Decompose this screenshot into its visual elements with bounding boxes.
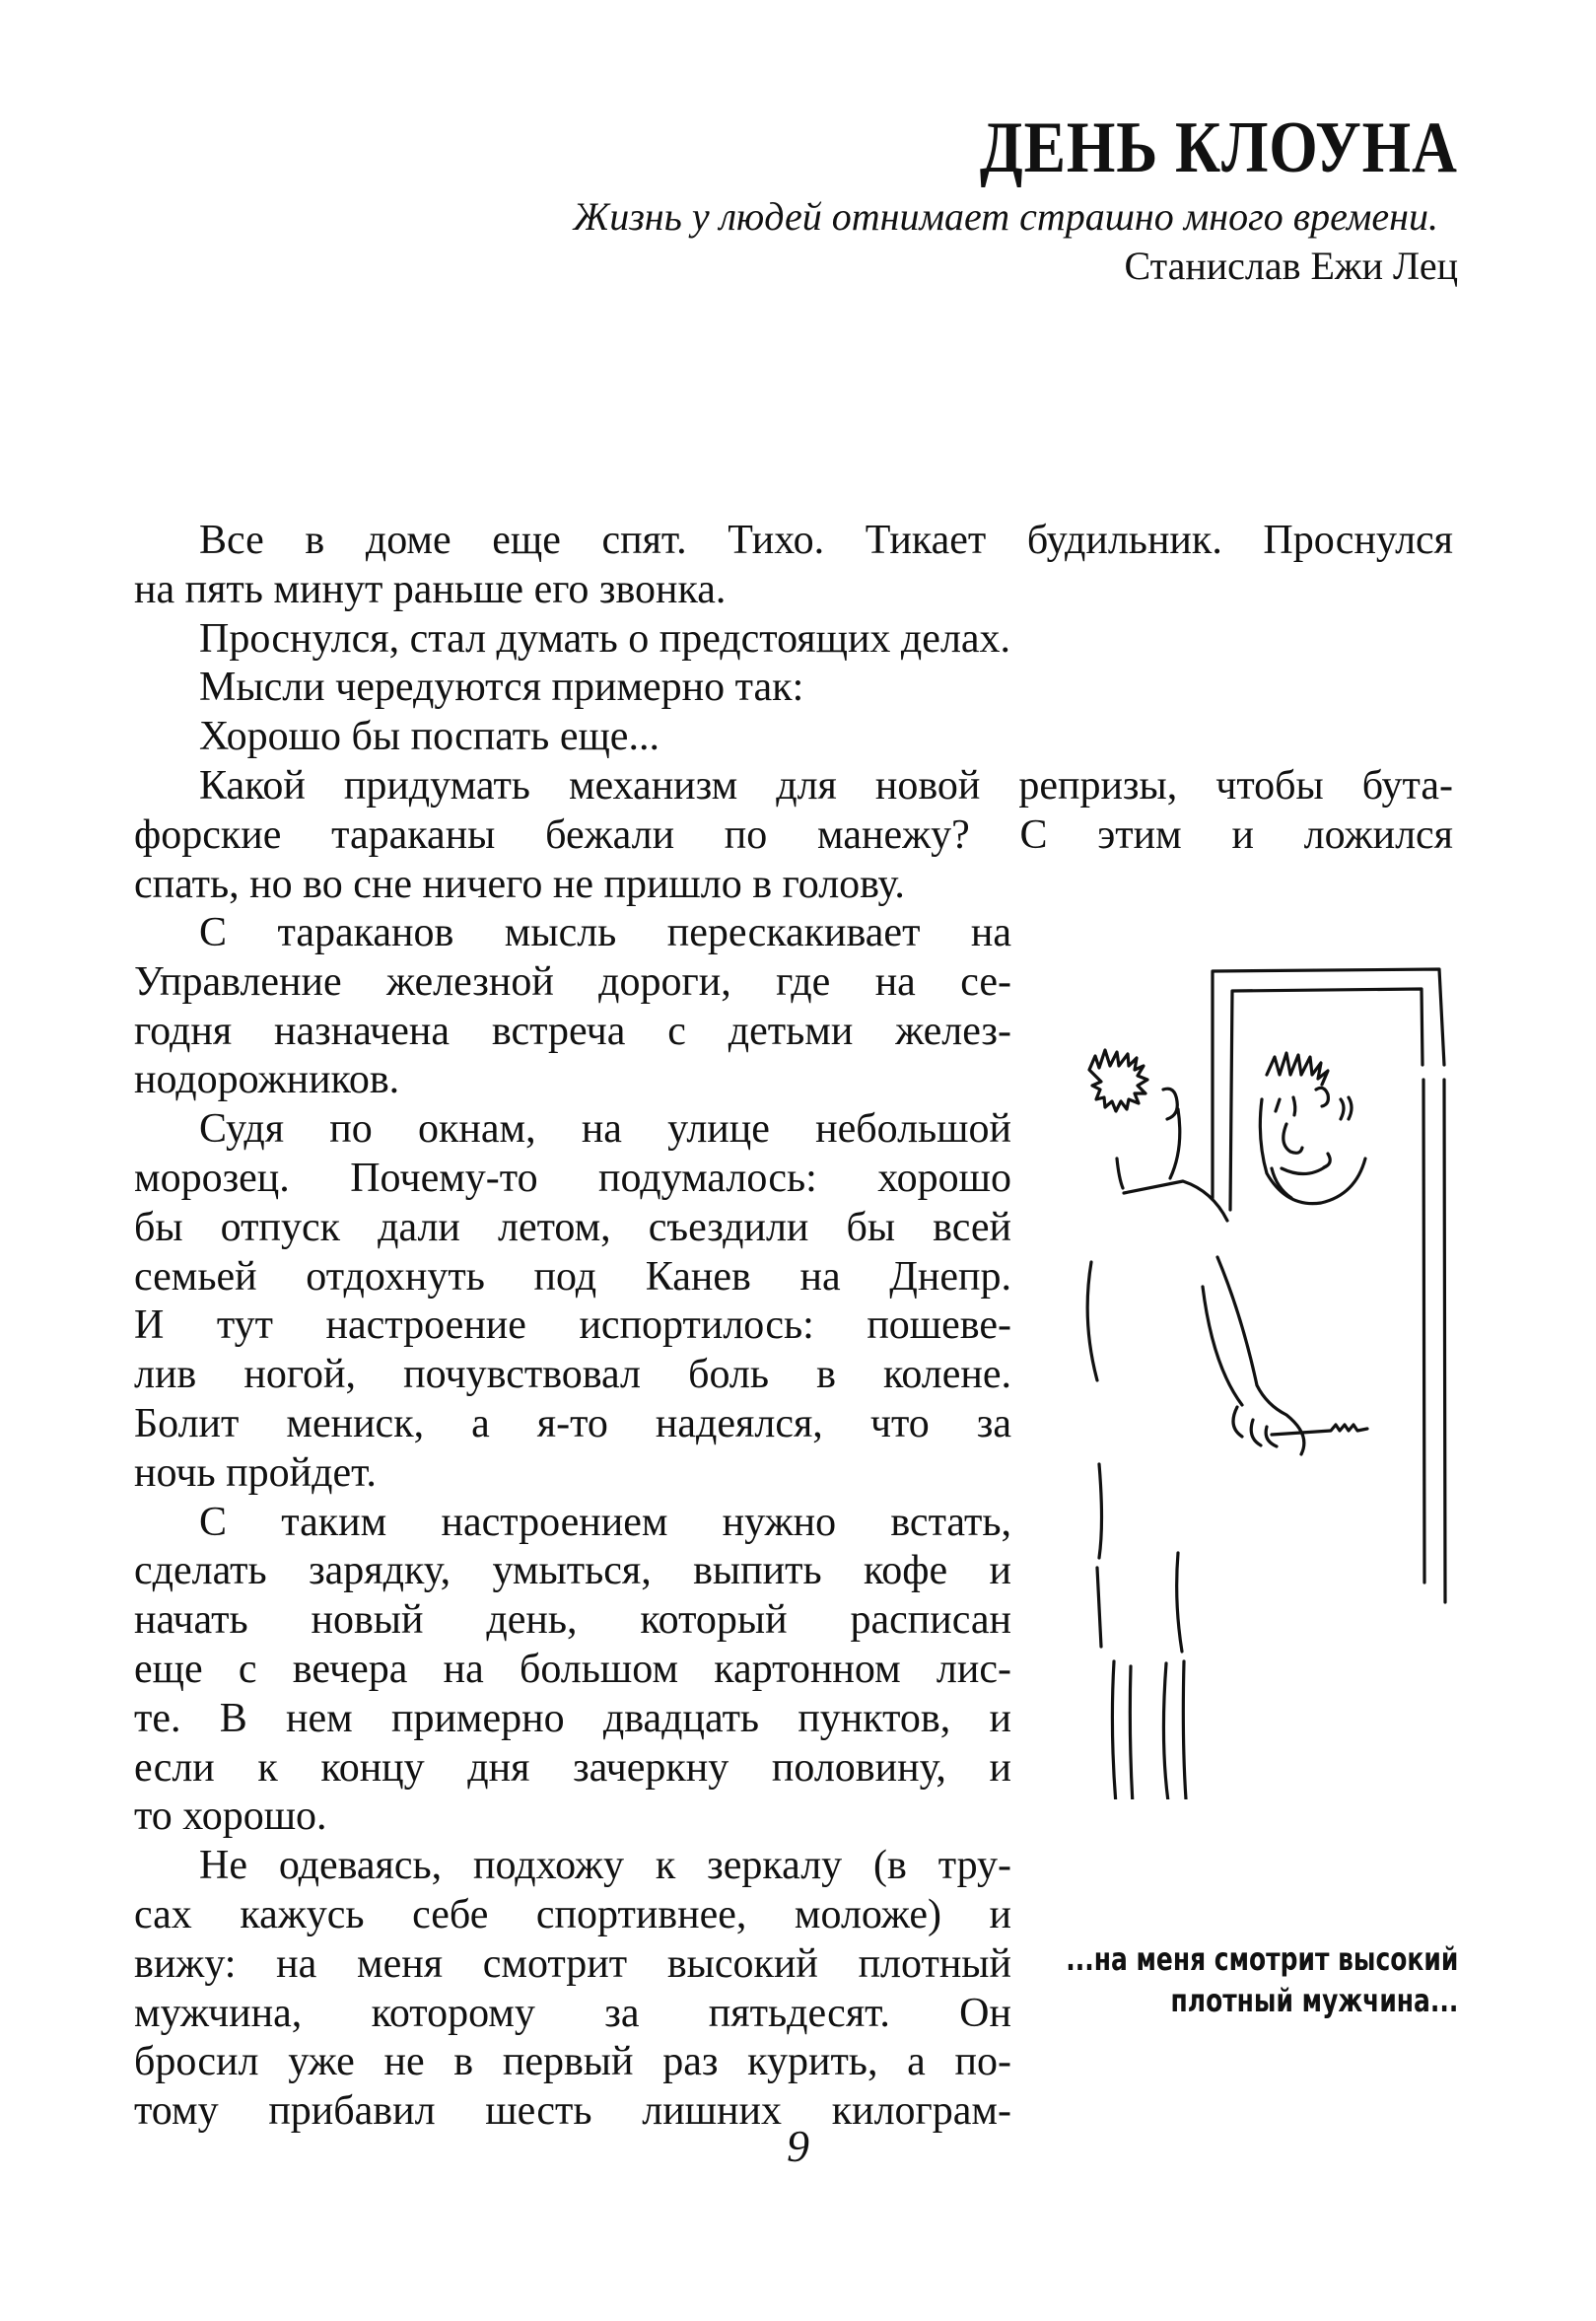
text-line: семьей отдохнуть под Канев на Днепр. [134,1253,1011,1300]
text-line: Болит мениск, а я-то надеялся, что за [134,1400,1011,1446]
man-shorts-left [1097,1568,1101,1647]
text-line: Не одеваясь, подхожу к зеркалу (в тру- [199,1843,1011,1889]
illustration-caption [1066,1938,1458,2021]
mirror-frame-inner [1230,989,1423,1210]
body-text-column [134,909,1011,2137]
text-line: Судя по окнам, на улице небольшой [199,1106,1011,1153]
caption-line-2: плотный мужчина... [1170,1982,1458,2019]
man-arm [1217,1257,1304,1454]
text-line: С таким настроением нужно встать, [199,1499,1011,1545]
man-leg-left-outer [1112,1661,1116,1799]
caption-line-1: ...на меня смотрит высокий [1065,1940,1458,1978]
text-line: тому прибавил шесть лишних килограм- [134,2088,1011,2135]
text-line: морозец. Почему-то подумалось: хорошо [134,1155,1011,1201]
man-back-upper [1087,1262,1097,1380]
reflection-hair [1267,1053,1328,1085]
text-line: лив ногой, почувствовал боль в колене. [134,1352,1011,1398]
text-line: И тут настроение испортилось: пошеве- [134,1302,1011,1349]
man-at-mirror-illustration [1070,951,1464,1799]
text-line: годня назначена встреча с детьми желез- [134,1008,1011,1054]
man-hair [1089,1050,1147,1111]
man-leg-right-outer [1163,1663,1168,1799]
text-line: Управление железной дороги, где на се- [134,958,1011,1005]
epigraph [574,192,1458,291]
text-line: начать новый день, который расписан [134,1597,1011,1644]
text-line: Хорошо бы поспать еще... [199,714,659,760]
text-line: вижу: на меня смотрит высокий плотный [134,1940,1011,1987]
text-line: на пять минут раньше его звонка. [134,566,727,612]
text-line: мужчина, которому за пятьдесят. Он [134,1990,1011,2036]
man-hand [1233,1407,1277,1446]
chapter-title: ДЕНЬ КЛОУНА [980,107,1458,188]
text-line: спать, но во сне ничего не пришло в голову. [134,861,905,907]
man-ear [1163,1089,1177,1119]
text-line: сделать зарядку, умыться, выпить кофе и [134,1548,1011,1594]
body-text-full-width [134,517,1453,909]
reflection-eyes [1276,1097,1295,1115]
reflection-nose [1284,1124,1302,1153]
toothbrush [1272,1425,1367,1435]
reflection-smile [1282,1166,1326,1174]
man-back-lower [1099,1464,1102,1558]
text-line: нодорожников. [134,1057,400,1103]
mirror-frame-right [1444,1080,1445,1602]
text-line: Мысли чередуются примерно так: [199,665,804,711]
text-line: С тараканов мысль перескакивает на [199,910,1011,955]
text-line: если к концу дня зачеркну половину, и [134,1744,1011,1791]
epigraph-quote: Жизнь у людей отнимает страшно много времени. [573,194,1438,239]
text-line: ночь пройдет. [134,1449,377,1496]
text-line: сах кажусь себе спортивнее, моложе) и [134,1891,1011,1937]
text-line: Какой придумать механизм для новой репризы, чтобы бута- [199,762,1453,809]
text-line: Все в доме еще спят. Тихо. Тикает будильник. Проснулся [199,518,1453,563]
text-line: форские тараканы бежали по манежу? С этим и ложился [134,811,1453,858]
text-line: еще с вечера на большом картонном лис- [134,1646,1011,1692]
epigraph-author: Станислав Ежи Лец [1124,244,1458,288]
text-line: бы отпуск дали летом, съездили бы всей [134,1204,1011,1250]
text-line: Проснулся, стал думать о предстоящих делах. [199,615,1011,662]
man-neck-back [1170,1109,1180,1178]
man-shorts-right [1177,1553,1182,1652]
text-line: те. В нем примерно двадцать пунктов, и [134,1695,1011,1741]
text-line: то хорошо. [134,1794,327,1840]
page-number: 9 [787,2121,809,2171]
text-line: бросил уже не в первый раз курить, а по- [134,2039,1011,2085]
man-neck-front [1117,1159,1123,1188]
